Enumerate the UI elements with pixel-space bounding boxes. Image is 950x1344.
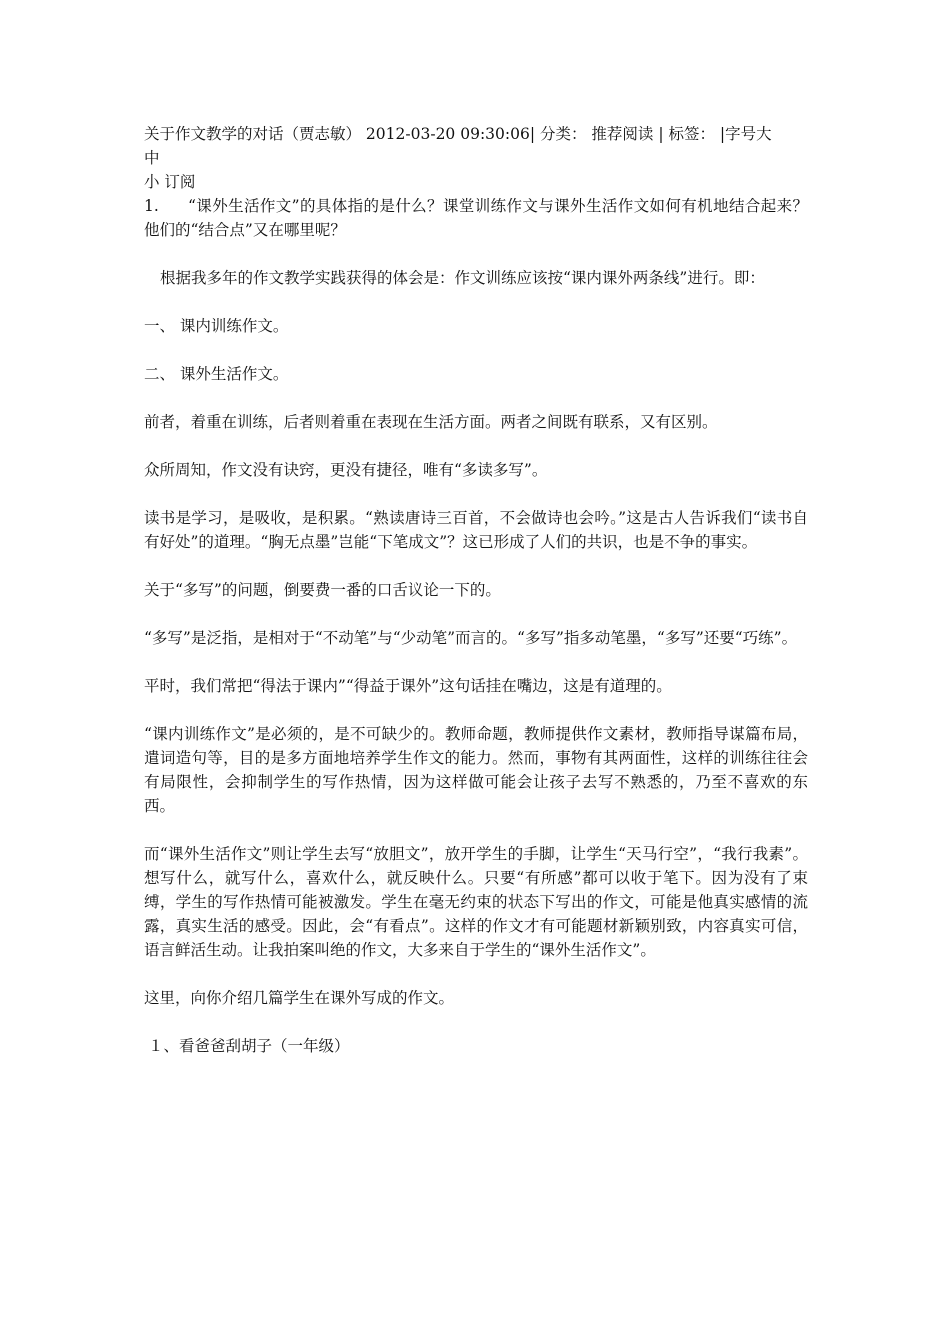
paragraph: 读书是学习，是吸收，是积累。“熟读唐诗三百首，不会做诗也会吟。”这是古人告诉我们“读书自有好处”的道理。“胸无点墨”岂能“下笔成文”？这已形成了人们的共识，也是不争的事实。 — [144, 509, 808, 551]
paragraph: 这里，向你介绍几篇学生在课外写成的作文。 — [144, 989, 455, 1007]
paragraph: 根据我多年的作文教学实践获得的体会是：作文训练应该按“课内课外两条线”进行。即： — [160, 269, 765, 287]
document-body — [144, 122, 808, 1058]
paragraph: 前者，着重在训练，后者则着重在表现在生活方面。两者之间既有联系，又有区别。 — [144, 413, 718, 431]
post-meta-line: 关于作文教学的对话（贾志敏） 2012-03-20 09:30:06| 分类： 推荐阅读 | 标签： |字号大 — [144, 125, 772, 143]
list-item: 二、 课外生活作文。 — [144, 365, 289, 383]
list-item: 一、 课内训练作文。 — [144, 317, 289, 335]
question-paragraph — [144, 194, 808, 242]
question-number: 1. — [144, 197, 159, 215]
paragraph: 而“课外生活作文”则让学生去写“放胆文”，放开学生的手脚，让学生“天马行空”，“我行我素”。想写什么，就写什么，喜欢什么，就反映什么。只要“有所感”都可以收于笔下。因为没有了束缚，学生的写作热情可能被激发。学生在毫无约束的状态下写出的作文，可能是他真实感情的流露，真实生活的感受。因此，会“有看点”。这样的作文才有可能题材新颖别致，内容真实可信，语言鲜活生动。让我拍案叫绝的作文，大多来自于学生的“课外生活作文”。 — [144, 845, 808, 959]
paragraph: “多写”是泛指，是相对于“不动笔”与“少动笔”而言的。“多写”指多动笔墨，“多写”还要“巧练”。 — [144, 629, 798, 647]
paragraph: 平时，我们常把“得法于课内”“得益于课外”这句话挂在嘴边，这是有道理的。 — [144, 677, 672, 695]
paragraph: 关于“多写”的问题，倒要费一番的口舌议论一下的。 — [144, 581, 501, 599]
paragraph: 众所周知，作文没有诀窍，更没有捷径，唯有“多读多写”。 — [144, 461, 548, 479]
question-text: “课外生活作文”的具体指的是什么？课堂训练作文与课外生活作文如何有机地结合起来？他们的“结合点”又在哪里呢？ — [144, 197, 808, 239]
font-size-option-medium[interactable]: 中 — [144, 149, 160, 167]
essay-title: １、看爸爸刮胡子（一年级） — [148, 1037, 350, 1055]
paragraph: “课内训练作文”是必须的，是不可缺少的。教师命题，教师提供作文素材，教师指导谋篇布局，遣词造句等，目的是多方面地培养学生作文的能力。然而，事物有其两面性，这样的训练往往会有局限性，会抑制学生的写作热情，因为这样做可能会让孩子去写不熟悉的，乃至不喜欢的东西。 — [144, 725, 808, 815]
font-size-subscribe-line[interactable]: 小 订阅 — [144, 173, 196, 191]
